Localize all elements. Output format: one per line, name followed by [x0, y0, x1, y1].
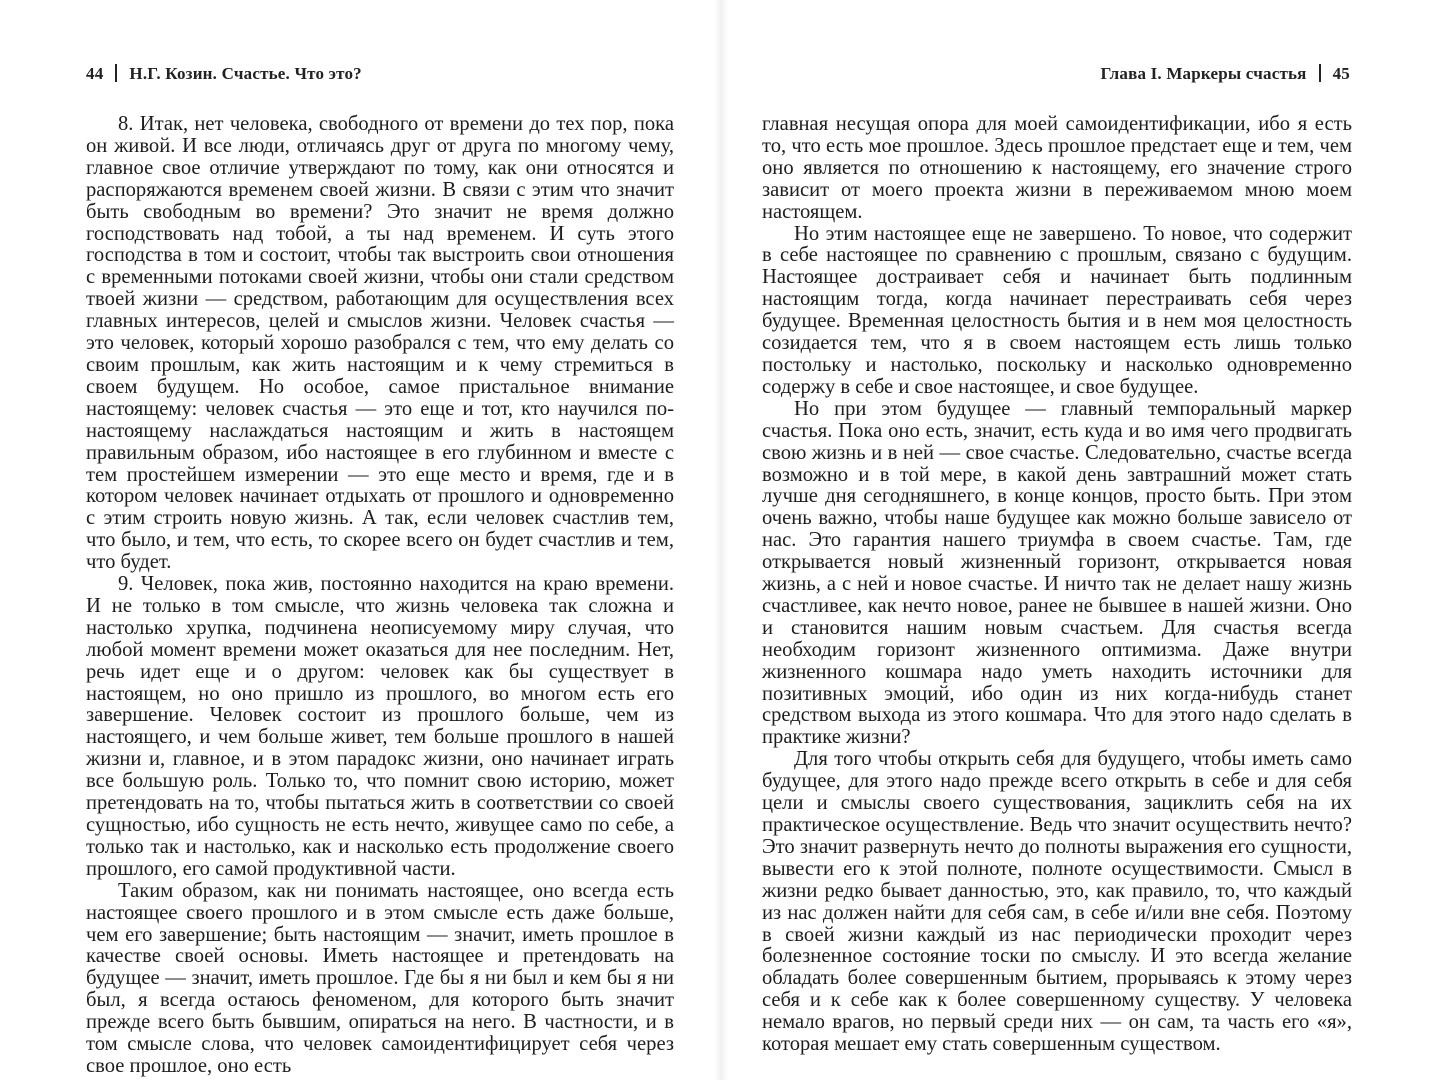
header-separator — [1319, 64, 1321, 82]
paragraph: Но этим настоящее еще не завершено. То новое, что содержит в себе настоящее по сравнению с прошлым, связано с будущим. Настоящее достраивает себя и начинает быть подлинным настоящим тогда, когда начинает перестраивать себя через будущее. Временная целостность бытия и в нем моя целостность созидается тем, что я в своем настоящем есть лишь только постольку и настолько, поскольку и насколько одновременно содержу в себе и свое настоящее, и свое будущее. — [762, 222, 1352, 398]
right-running-head — [1101, 64, 1350, 84]
paragraph: Таким образом, как ни понимать настоящее, оно всегда есть настоящее своего прошлого и в этом смысле есть даже больше, чем его завершение; быть настоящим — значит, иметь прошлое в качестве своей основы. Иметь настоящее и претендовать на будущее — значит, иметь прошлое. Где бы я ни был и кем бы я ни был, я всегда остаюсь феноменом, для которого быть значит прежде всего быть бывшим, опираться на него. В частности, и в том смысле слова, что человек самоидентифицирует себя через свое прошлое, оно есть — [86, 879, 674, 1077]
left-body-text — [86, 114, 674, 1078]
left-page-number: 44 — [86, 64, 104, 83]
right-header-title: Глава I. Маркеры счастья — [1100, 64, 1307, 83]
paragraph: Для того чтобы открыть себя для будущего, чтобы иметь само будущее, для этого надо прежде всего открыть в себе и для себя цели и смыслы своего существования, зациклить себя на их практическое осуществление. Ведь что значит осуществить нечто? Это значит развернуть нечто до полноты выражения его сущности, вывести его к этой полноте, полноте осуществимости. Смысл в жизни редко бывает данностью, это, как правило, то, что каждый из нас должен найти для себя сам, в себе и/или вне себя. Поэтому в своей жизни каждый из нас периодически проходит через болезненное состояние тоски по смыслу. И это всегда желание обладать более совершенным бытием, прорываясь к этому через себя и к себе как к более совершенному существу. У человека немало врагов, но первый среди них — он сам, та часть его «я», которая мешает ему стать совершенным существом. — [762, 748, 1352, 1056]
paragraph: 8. Итак, нет человека, свободного от времени до тех пор, пока он живой. И все люди, отличаясь друг от друга по многому чему, главное свое отличие утверждают по тому, как они относятся и распоряжаются временем своей жизни. В связи с этим что значит быть свободным во времени? Это значит не время должно господствовать над тобой, а ты над временем. И суть этого господства в том и состоит, чтобы так выстроить свои отношения с временными потоками своей жизни, чтобы они стали средством твоей жизни — средством, работающим для осуществления всех главных интересов, целей и смыслов жизни. Человек счастья — это человек, который хорошо разобрался с тем, что ему делать со своим прошлым, как жить настоящим и к чему стремиться в своем будущем. Но особое, самое пристальное внимание настоящему: человек счастья — это еще и тот, кто научился по-настоящему наслаждаться настоящим и жить в настоящем правильным образом, ибо настоящее в его глубинном и вместе с тем простейшем измерении — это еще место и время, где и в котором человек начинает отдыхать от прошлого и одновременно с этим строить новую жизнь. А так, если человек счастлив тем, что было, и тем, что есть, то скорее всего он будет счастлив и тем, что будет. — [86, 113, 674, 574]
right-body-text — [762, 114, 1352, 1056]
left-header-title: Н.Г. Козин. Счастье. Что это? — [129, 64, 362, 83]
right-page — [722, 0, 1443, 1080]
paragraph-continued: главная несущая опора для моей самоидентификации, ибо я есть то, что есть мое прошлое. Здесь прошлое предстает еще и тем, чем оно является по отношению к настоящему, его значение строго зависит от моего проекта жизни в переживаемом мною моем настоящем. — [762, 113, 1352, 223]
paragraph: 9. Человек, пока жив, постоянно находится на краю времени. И не только в том смысле, что жизнь человека так сложна и настолько хрупка, подчинена неописуемому миру случая, что любой момент времени может оказаться для нее последним. Нет, речь идет еще и о другом: человек как бы существует в настоящем, но оно пришло из прошлого, во многом есть его завершение. Человек состоит из прошлого больше, чем из настоящего, и чем больше живет, тем больше прошлого в нашей жизни и, главное, и в этом парадокс жизни, оно начинает играть все большую роль. Только то, что помнит свою историю, может претендовать на то, чтобы пытаться жить в соответствии со своей сущностью, ибо сущность не есть нечто, живущее само по себе, а только так и настолько, как и насколько есть продолжение своего прошлого, его самой продуктивной части. — [86, 573, 674, 880]
left-page — [0, 0, 720, 1080]
paragraph: Но при этом будущее — главный темпоральный маркер счастья. Пока оно есть, значит, есть куда и во имя чего продвигать свою жизнь и в ней — свое счастье. Следовательно, счастье всегда возможно и в той мере, в какой день завтрашний может стать лучше дня сегодняшнего, в конце концов, просто быть. При этом очень важно, чтобы наше будущее как можно больше зависело от нас. Это гарантия нашего триумфа в своем счастье. Там, где открывается новый жизненный горизонт, открывается новая жизнь, а с ней и новое счастье. И ничто так не делает нашу жизнь счастливее, как нечто новое, ранее не бывшее в нашей жизни. Оно и становится нашим новым счастьем. Для счастья всегда необходим горизонт жизненного оптимизма. Даже внутри жизненного кошмара надо уметь находить источники для позитивных эмоций, ибо один из них когда-нибудь станет средством выхода из этого кошмара. Что для этого надо сделать в практике жизни? — [762, 397, 1352, 749]
left-running-head — [86, 64, 362, 84]
right-page-number: 45 — [1332, 64, 1350, 83]
header-separator — [115, 64, 117, 82]
